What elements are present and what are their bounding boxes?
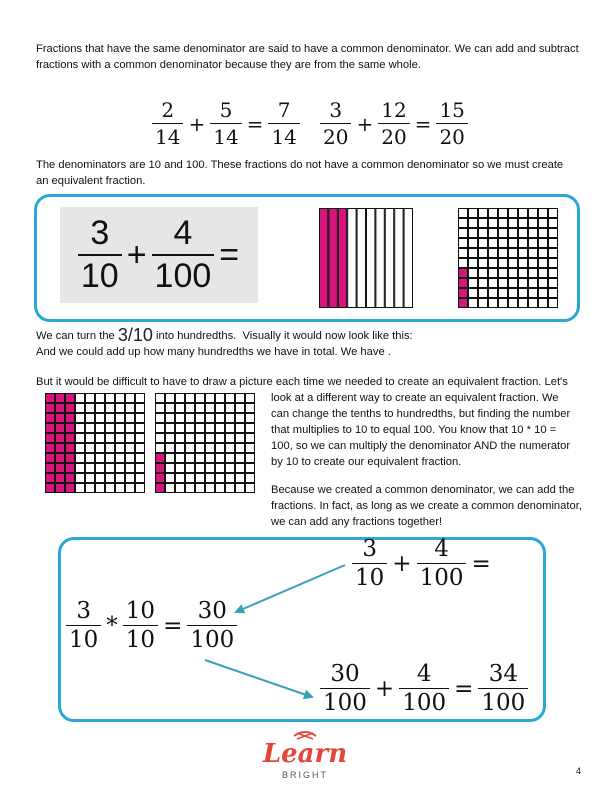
because-line-2: fractions. In fact, as long as we create a common denominator, xyxy=(271,500,582,512)
denominator: 100 xyxy=(187,625,237,653)
numerator: 4 xyxy=(173,214,193,252)
numerator: 4 xyxy=(434,536,449,562)
turn-line-2: And we could add up how many hundredths we have in total. We have . xyxy=(36,346,391,358)
difficult-line-5: 100, so we can multiply the denominator AND the numerator xyxy=(271,440,571,452)
equals-sign: = xyxy=(471,550,491,577)
plus-sign: + xyxy=(374,675,395,702)
denominator: 100 xyxy=(320,688,370,716)
inline-fraction: 3/10 xyxy=(117,325,153,345)
denominators-line-2: an equivalent fraction. xyxy=(36,175,146,187)
because-line-3: we can add any fractions together! xyxy=(271,516,443,528)
denominator: 10 xyxy=(66,625,101,653)
numerator: 12 xyxy=(381,98,407,122)
because-line-1: Because we created a common denominator, we can add the xyxy=(271,484,575,496)
difficult-line-3: can change the tenths to hundredths, but finding the number xyxy=(271,408,571,420)
numerator: 7 xyxy=(277,98,291,122)
equals-sign: = xyxy=(163,612,183,639)
numerator: 30 xyxy=(330,661,360,687)
denominators-line-1: The denominators are 10 and 100. These fractions do not have a common denominator so we must create xyxy=(36,159,564,171)
denominator: 100 xyxy=(152,254,215,296)
difficult-line-1: But it would be difficult to have to draw a picture each time we needed to create an equivalent fraction. Let's xyxy=(36,376,568,388)
numerator: 34 xyxy=(488,661,518,687)
denominator: 10 xyxy=(78,254,122,296)
denominator: 20 xyxy=(378,123,409,149)
equals-sign: = xyxy=(454,675,474,702)
logo-sub: BRIGHT xyxy=(281,770,329,780)
plus-sign: + xyxy=(126,235,147,274)
denominator: 10 xyxy=(123,625,158,653)
equals-sign: = xyxy=(219,235,240,274)
difficult-line-2: look at a different way to create an equivalent fraction. We xyxy=(271,392,559,404)
denominator: 20 xyxy=(436,123,467,149)
turn-text-after: into hundredths. Visually it would now look like this: xyxy=(152,330,413,342)
intro-line-2: fractions with a common denominator because they are from the same whole. xyxy=(36,59,421,71)
denominator: 14 xyxy=(268,123,299,149)
denominator: 14 xyxy=(152,123,183,149)
page-number: 4 xyxy=(576,766,582,776)
numerator: 15 xyxy=(439,98,465,122)
numerator: 2 xyxy=(161,98,175,122)
equals-sign: = xyxy=(414,111,432,136)
numerator: 3 xyxy=(76,598,91,624)
arrow-down xyxy=(205,660,312,697)
denominator: 14 xyxy=(210,123,241,149)
denominator: 10 xyxy=(352,563,387,591)
numerator: 4 xyxy=(416,661,432,687)
numerator: 3 xyxy=(329,98,343,122)
denominator: 100 xyxy=(417,563,467,591)
intro-line-1: Fractions that have the same denominator are said to have a common denominator. We can add and subtract xyxy=(36,43,579,55)
numerator: 3 xyxy=(362,536,377,562)
denominator: 100 xyxy=(478,688,528,716)
logo-word: Learn xyxy=(262,739,348,769)
difficult-line-4: that multiplies to 10 to equal 100. You know that 10 * 10 = xyxy=(271,424,557,436)
numerator: 10 xyxy=(125,598,156,624)
difficult-line-6: by 10 to create our equivalent fraction. xyxy=(271,456,462,468)
plus-sign: + xyxy=(392,550,412,577)
numerator: 5 xyxy=(219,98,233,122)
plus-sign: + xyxy=(188,111,206,136)
denominator: 100 xyxy=(399,688,449,716)
turn-text-before: We can turn the xyxy=(36,330,118,342)
equals-sign: = xyxy=(246,111,264,136)
times-sign: * xyxy=(106,612,118,639)
numerator: 3 xyxy=(90,214,110,252)
numerator: 30 xyxy=(197,598,227,624)
learn-bright-logo xyxy=(250,726,360,784)
plus-sign: + xyxy=(356,111,374,136)
arrow-up xyxy=(236,565,345,612)
denominator: 20 xyxy=(320,123,351,149)
